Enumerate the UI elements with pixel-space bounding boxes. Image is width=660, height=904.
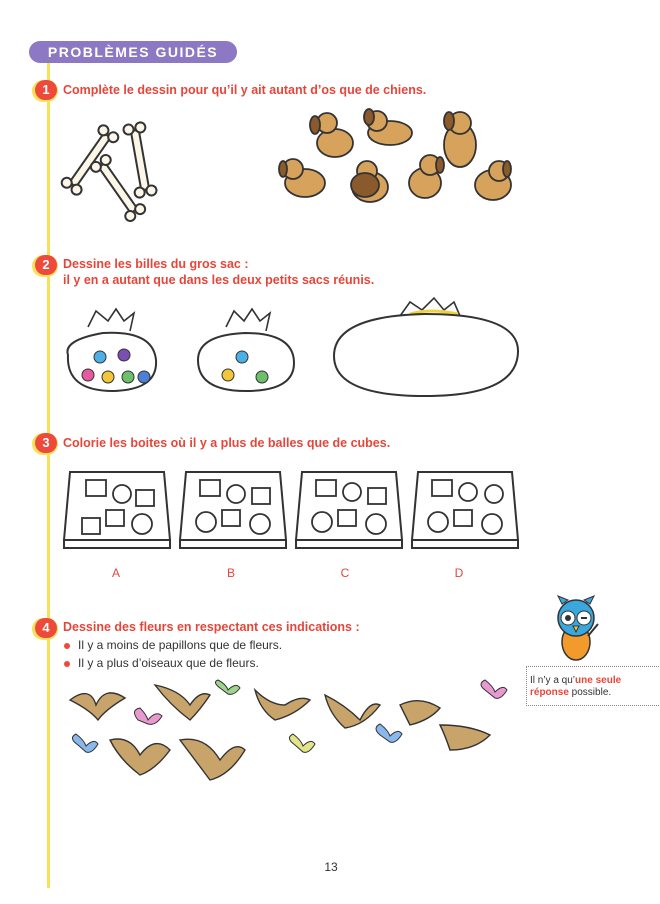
- bullet-item: [64, 638, 282, 652]
- exercise-4-instruction: Dessine des fleurs en respectant ces indications :: [63, 620, 360, 634]
- exercise-2-instruction-line2: il y en a autant que dans les deux petits sacs réunis.: [63, 273, 375, 287]
- page-margin-line: [47, 62, 50, 888]
- box-label-c: C: [340, 566, 350, 580]
- box-D[interactable]: [410, 468, 520, 553]
- tip-prefix: Il n’y a qu’: [530, 675, 576, 686]
- bullet-text: Il y a moins de papillons que de fleurs.: [78, 638, 283, 652]
- big-bag: [330, 296, 520, 401]
- exercise-number-2: 2: [35, 255, 57, 275]
- exercise-3-instruction: Colorie les boites où il y a plus de balles que de cubes.: [63, 436, 391, 450]
- box-C[interactable]: [294, 468, 404, 553]
- exercise-1-instruction: Complète le dessin pour qu’il y ait autant d’os que de chiens.: [63, 83, 427, 97]
- box-B[interactable]: [178, 468, 288, 553]
- box-label-a: A: [111, 566, 120, 580]
- dogs-illustration: [275, 105, 520, 220]
- exercise-number-1: 1: [35, 80, 57, 100]
- exercise-number-4: 4: [35, 618, 57, 638]
- tip-text: [530, 675, 660, 699]
- birds-butterflies-illustration: [60, 680, 510, 795]
- box-A[interactable]: [62, 468, 172, 553]
- bullet-item: [64, 656, 259, 670]
- tip-highlight-1: une seule: [575, 675, 622, 686]
- exercise-2-instruction-line1: Dessine les billes du gros sac :: [63, 257, 249, 271]
- exercise-number-3: 3: [35, 433, 57, 453]
- page-number: 13: [324, 860, 338, 874]
- bullet-text: Il y a plus d’oiseaux que de fleurs.: [78, 656, 259, 670]
- bullet-dot: [64, 661, 70, 667]
- box-label-b: B: [226, 566, 235, 580]
- box-label-d: D: [454, 566, 464, 580]
- small-bag-2: [190, 305, 300, 395]
- tip-highlight-2: réponse: [530, 687, 569, 698]
- bullet-dot: [64, 643, 70, 649]
- section-header: PROBLÈMES GUIDÉS: [29, 41, 237, 63]
- small-bag-1: [58, 305, 163, 395]
- bones-illustration: [60, 110, 170, 220]
- tip-suffix: possible.: [568, 687, 612, 698]
- owl-mascot-icon: [548, 596, 604, 666]
